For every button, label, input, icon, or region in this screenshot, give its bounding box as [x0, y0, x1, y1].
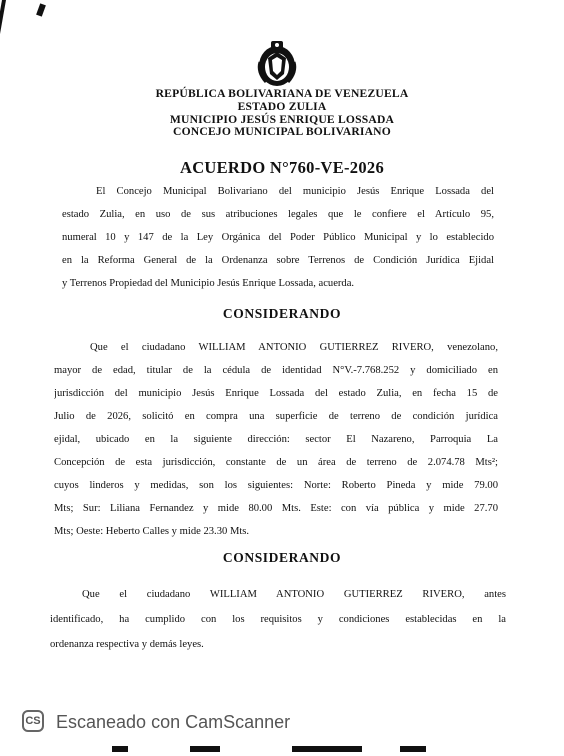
text-line: Mts; Sur: Liliana Fernandez y mide 80.00 Mts. Este: con vía pública y mide 27.70	[54, 503, 498, 514]
text-line: Que el ciudadano WILLIAM ANTONIO GUTIERREZ RIVERO, venezolano,	[90, 342, 498, 353]
considerando-paragraph-2	[50, 582, 506, 657]
text-line: numeral 10 y 147 de la Ley Orgánica del Poder Público Municipal y lo establecido	[62, 232, 494, 243]
scan-artifact	[292, 746, 362, 752]
letterhead	[0, 88, 564, 139]
considerando-heading-2: CONSIDERANDO	[222, 550, 342, 565]
text-line: ejidal, ubicado en la siguiente dirección: sector El Nazareno, Parroquia La	[54, 434, 498, 445]
text-line: Concepción de esta jurisdicción, constante de un área de terreno de 2.074.78 Mts²;	[54, 457, 498, 468]
text-line: identificado, ha cumplido con los requisitos y condiciones establecidas en la	[50, 614, 506, 625]
scan-artifact	[190, 746, 220, 752]
text-line: mayor de edad, titular de la cédula de identidad N°V.-7.768.252 y domiciliado en	[54, 365, 498, 376]
text-line: estado Zulia, en uso de sus atribuciones legales que le confiere el Artículo 95,	[62, 209, 494, 220]
text-line: El Concejo Municipal Bolivariano del municipio Jesús Enrique Lossada del	[96, 186, 494, 197]
text-line: ordenanza respectiva y demás leyes.	[50, 639, 204, 650]
margin-mark-tick	[36, 3, 46, 16]
letterhead-state: ESTADO ZULIA	[237, 99, 327, 113]
considerando-paragraph-1	[54, 336, 498, 543]
letterhead-country: REPÚBLICA BOLIVARIANA DE VENEZUELA	[155, 87, 409, 100]
scan-artifact	[112, 746, 128, 752]
text-line: y Terrenos Propiedad del Municipio Jesús Enrique Lossada, acuerda.	[62, 278, 355, 289]
document-title: ACUERDO N°760-VE-2026	[179, 158, 385, 177]
municipal-seal-icon	[254, 38, 300, 88]
considerando-heading-1: CONSIDERANDO	[222, 306, 342, 321]
text-line: en la Reforma General de la Ordenanza sobre Terrenos de Condición Jurídica Ejidal	[62, 255, 494, 266]
letterhead-council: CONCEJO MUNICIPAL BOLIVARIANO	[173, 125, 391, 139]
text-line: Mts; Oeste: Heberto Calles y mide 23.30 Mts.	[54, 526, 250, 537]
camscanner-logo-icon: CS	[22, 710, 44, 732]
text-line: jurisdicción del municipio Jesús Enrique Lossada del estado Zulia, en fecha 15 de	[54, 388, 498, 399]
scan-artifact	[400, 746, 426, 752]
text-line: cuyos linderos y medidas, son los siguientes: Norte: Roberto Pineda y mide 79.00	[54, 480, 498, 491]
intro-paragraph	[62, 180, 494, 295]
text-line: Julio de 2026, solicitó en compra una superficie de terreno de condición jurídica	[54, 411, 498, 422]
camscanner-watermark: Escaneado con CamScanner	[56, 712, 291, 732]
letterhead-municipality: MUNICIPIO JESÚS ENRIQUE LOSSADA	[169, 112, 395, 126]
text-line: Que el ciudadano WILLIAM ANTONIO GUTIERREZ RIVERO, antes	[82, 589, 506, 600]
